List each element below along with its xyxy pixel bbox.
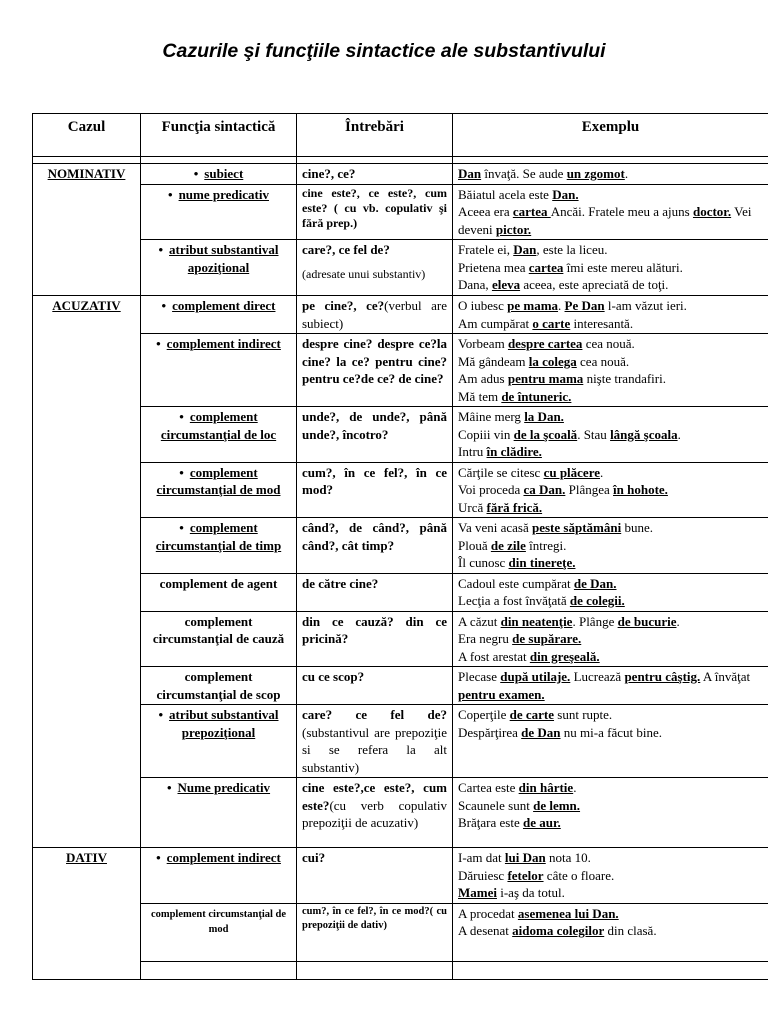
example-text: Despărţirea — [458, 724, 522, 740]
example-line — [458, 905, 763, 923]
example-highlight: Mamei — [458, 885, 497, 900]
table-row — [33, 334, 768, 407]
example-line — [458, 797, 763, 815]
question-text: cine este?, ce este?, cum este? ( cu vb. copulativ şi fără prep.) — [302, 185, 447, 230]
bullet-marker: • — [193, 166, 199, 181]
example-highlight: din neatenţie — [500, 613, 573, 629]
function-label: complement circumstanţial de mod — [156, 464, 281, 497]
example-line — [458, 353, 763, 371]
example-cell — [453, 184, 768, 240]
example-line — [458, 575, 763, 593]
header-case: Cazul — [33, 114, 141, 157]
function-cell — [141, 462, 297, 518]
example-line — [458, 648, 763, 666]
function-cell — [141, 164, 297, 185]
question-text: cum?, în ce fel?, în ce mod?( cu prepoziţii de dativ) — [302, 905, 447, 931]
spacer-row — [33, 157, 768, 164]
example-text: , este la liceu. — [536, 242, 608, 257]
question-text: când?, de când?, până când?, cât timp? — [302, 520, 447, 553]
example-line — [458, 241, 763, 259]
example-text: Plecase — [458, 669, 501, 684]
example-text: Brăţara este — [458, 815, 523, 830]
example-text: Dăruiesc — [458, 867, 508, 883]
example-text: Cadoul este cumpărat — [458, 575, 574, 591]
example-text: Fratele ei, — [458, 242, 514, 257]
example-line — [458, 426, 763, 444]
question-text: cine este?,ce este?, cum este? — [302, 780, 447, 813]
example-highlight: de lemn. — [533, 797, 581, 813]
example-text: . Plânge — [572, 613, 618, 629]
example-line — [458, 464, 763, 482]
example-line — [458, 537, 763, 555]
example-highlight: la colega — [528, 353, 577, 369]
example-highlight: pentru câştig. — [624, 669, 701, 684]
example-text: Voi proceda — [458, 482, 524, 497]
example-line — [458, 297, 763, 315]
table-row — [33, 296, 768, 334]
example-line — [458, 922, 763, 940]
questions-cell — [297, 611, 453, 667]
example-highlight: de la şcoală — [513, 426, 578, 442]
header-function: Funcţia sintactică — [141, 114, 297, 157]
example-highlight: fără frică. — [486, 499, 543, 515]
example-text: interesantă. — [570, 315, 634, 331]
example-text: Plângea — [565, 482, 614, 497]
example-line — [458, 335, 763, 353]
function-label: complement direct — [172, 298, 276, 313]
example-line — [458, 408, 763, 426]
function-cell — [141, 518, 297, 574]
example-highlight: în clădire. — [486, 444, 542, 459]
example-text: Copiii vin — [458, 426, 514, 442]
example-text: Scaunele sunt — [458, 797, 534, 813]
example-text: . — [600, 464, 604, 480]
question-text: cine?, ce? — [302, 166, 356, 181]
example-text: Cărţile se citesc — [458, 464, 544, 480]
case-nominativ: NOMINATIV — [33, 164, 141, 296]
questions-cell — [297, 462, 453, 518]
question-text: cui? — [302, 850, 326, 865]
question-note: (verbul are subiect) — [302, 298, 447, 331]
example-line — [458, 592, 763, 610]
function-cell — [141, 778, 297, 848]
function-label: complement circumstanţial de mod — [150, 908, 287, 935]
example-highlight: pentru examen. — [458, 686, 545, 702]
example-line — [458, 867, 763, 885]
example-highlight: Dan — [458, 166, 482, 181]
example-highlight: cartea — [512, 204, 551, 219]
example-text: Mă tem — [458, 388, 502, 404]
questions-cell — [297, 296, 453, 334]
function-label: nume predicativ — [178, 186, 269, 202]
example-highlight: o carte — [532, 315, 571, 331]
header-example: Exemplu — [453, 114, 768, 157]
table-row — [33, 573, 768, 611]
example-highlight: de Dan. — [573, 575, 617, 591]
example-text: cea nouă. — [582, 336, 635, 351]
table-row — [33, 184, 768, 240]
empty-cell — [453, 961, 768, 979]
page-title: Cazurile şi funcţiile sintactice ale substantivului — [162, 40, 606, 62]
example-text: întregi. — [525, 537, 567, 553]
example-text: A procedat — [458, 905, 518, 921]
example-highlight: din greşeală. — [529, 648, 600, 664]
table-row — [33, 240, 768, 296]
function-label: complement circumstanţial de scop — [156, 669, 281, 702]
example-text: Îl cunosc — [458, 555, 509, 570]
function-cell — [141, 611, 297, 667]
example-text: Coperţile — [458, 707, 510, 722]
example-line — [458, 315, 763, 333]
nominativ-case-spacer — [33, 157, 141, 164]
syntax-table — [32, 113, 768, 980]
example-cell — [453, 518, 768, 574]
function-label: complement indirect — [166, 336, 281, 351]
example-line — [458, 203, 763, 238]
example-text: cea nouă. — [576, 353, 630, 369]
example-highlight: de carte — [509, 707, 555, 722]
example-text: A învăţat — [700, 669, 751, 684]
example-line — [458, 849, 763, 867]
example-line — [458, 443, 763, 461]
example-highlight: în hohote. — [613, 482, 668, 497]
questions-cell — [297, 705, 453, 778]
example-highlight: peste săptămâni — [532, 520, 622, 535]
example-text: Băiatul acela este — [458, 186, 553, 202]
example-cell — [453, 848, 768, 904]
example-cell — [453, 611, 768, 667]
function-cell — [141, 240, 297, 296]
question-note: (cu verb copulativ prepoziţii de acuzativ) — [302, 797, 447, 830]
table-row-empty — [33, 961, 768, 979]
example-highlight: lângă şcoala — [610, 426, 678, 442]
example-line — [458, 814, 763, 832]
questions-cell — [297, 848, 453, 904]
example-text: Am cumpărat — [458, 315, 533, 331]
question-text: care? ce fel de? — [302, 707, 447, 722]
function-label: complement indirect — [166, 850, 281, 865]
example-text: O iubesc — [458, 298, 508, 313]
example-line — [458, 884, 763, 902]
table-header-row — [33, 114, 768, 157]
example-text: învaţă. Se aude — [481, 166, 567, 181]
example-text: Vei deveni — [458, 204, 752, 237]
example-highlight: de colegii. — [569, 593, 625, 608]
questions-cell — [297, 164, 453, 185]
example-highlight: de Dan — [521, 724, 561, 740]
example-highlight: pictor. — [495, 221, 532, 237]
example-text: . Stau — [577, 426, 611, 442]
function-cell — [141, 705, 297, 778]
example-text: Lucrează — [570, 669, 625, 684]
example-text: Plouă — [458, 537, 491, 553]
question-note: (adresate unui substantiv) — [302, 266, 426, 281]
bullet-marker: • — [168, 186, 173, 202]
example-text: nu mi-a făcut bine. — [560, 724, 662, 740]
function-label: complement circumstanţial de cauză — [152, 613, 285, 646]
example-text: Intru — [458, 444, 487, 459]
bullet-marker: • — [179, 520, 184, 535]
example-text: nişte trandafiri. — [583, 371, 666, 386]
function-label: atribut substantival apoziţional — [169, 242, 279, 275]
example-line — [458, 259, 763, 277]
bullet-marker: • — [179, 464, 184, 480]
bullet-marker: • — [156, 336, 161, 351]
function-cell — [141, 334, 297, 407]
example-highlight: de supărare. — [512, 631, 582, 646]
example-highlight: ca Dan. — [523, 482, 566, 497]
example-text: Vorbeam — [458, 336, 508, 351]
example-text: câte o floare. — [543, 867, 615, 883]
question-text: despre cine? despre ce?la cine? la ce? pentru cine? pentru ce?de ce? de cine? — [302, 336, 447, 386]
example-line — [458, 499, 763, 517]
function-label: complement circumstanţial de loc — [160, 409, 277, 442]
example-text: . — [677, 426, 681, 442]
bullet-marker: • — [161, 298, 167, 313]
example-highlight: Dan. — [552, 186, 579, 202]
function-cell — [141, 296, 297, 334]
example-text: I-am dat — [458, 850, 505, 865]
example-highlight: de întuneric. — [501, 388, 572, 404]
question-text: unde?, de unde?, până unde?, încotro? — [302, 409, 447, 442]
example-highlight: aidoma colegilor — [512, 923, 605, 938]
empty-cell — [297, 961, 453, 979]
example-text: aceea, este apreciată de toţi. — [520, 277, 669, 292]
example-highlight: după utilaje. — [500, 669, 571, 684]
question-text: de către cine? — [302, 575, 379, 591]
example-text: din clasă. — [604, 923, 657, 938]
example-line — [458, 554, 763, 572]
questions-cell — [297, 240, 453, 296]
example-text: . — [624, 166, 629, 181]
example-line — [458, 668, 763, 703]
example-text: Aceea era — [458, 204, 513, 219]
example-text: Am adus — [458, 371, 508, 386]
example-text: Prietena mea — [458, 259, 529, 275]
question-note: (substantivul are prepoziţie si se refera la alt substantiv) — [302, 724, 447, 775]
bullet-marker: • — [158, 242, 164, 257]
example-highlight: din hârtie — [518, 780, 574, 795]
example-cell — [453, 462, 768, 518]
example-text: Era negru — [458, 631, 513, 646]
example-text: Lecţia a fost învăţată — [458, 593, 570, 608]
example-line — [458, 165, 763, 183]
table-row — [33, 407, 768, 463]
question-text: care?, ce fel de? — [302, 242, 390, 257]
table-row — [33, 778, 768, 848]
function-label: complement circumstanţial de timp — [155, 520, 282, 553]
example-line — [458, 779, 763, 797]
function-cell — [141, 848, 297, 904]
questions-cell — [297, 184, 453, 240]
example-cell — [453, 667, 768, 705]
example-text: . — [573, 780, 577, 795]
table-row — [33, 611, 768, 667]
example-highlight: cartea — [528, 259, 564, 275]
case-dativ: DATIV — [33, 848, 141, 980]
example-line — [458, 706, 763, 724]
example-line — [458, 630, 763, 648]
function-label: complement de agent — [159, 575, 278, 591]
bullet-marker: • — [156, 850, 161, 865]
questions-cell — [297, 518, 453, 574]
bullet-marker: • — [158, 707, 164, 722]
example-highlight: de zile — [490, 537, 526, 553]
question-text: cum?, în ce fel?, în ce mod? — [302, 464, 447, 497]
table-row — [33, 705, 768, 778]
example-highlight: lui Dan — [504, 850, 546, 865]
spacer-cell — [453, 157, 768, 164]
example-cell — [453, 296, 768, 334]
table-row — [33, 518, 768, 574]
example-line — [458, 186, 763, 204]
example-line — [458, 519, 763, 537]
example-text: Va veni acasă — [458, 520, 532, 535]
example-text: nota 10. — [545, 850, 591, 865]
example-line — [458, 724, 763, 742]
function-cell — [141, 573, 297, 611]
questions-cell — [297, 903, 453, 961]
example-line — [458, 388, 763, 406]
example-cell — [453, 407, 768, 463]
example-text: îmi este mereu alături. — [563, 259, 683, 275]
example-text: A căzut — [458, 613, 501, 629]
example-highlight: despre cartea — [507, 336, 583, 351]
example-text: Urcă — [458, 499, 487, 515]
example-text: i-aş da totul. — [496, 885, 565, 900]
function-label: Nume predicativ — [177, 780, 271, 795]
example-cell — [453, 164, 768, 185]
function-cell — [141, 184, 297, 240]
example-cell — [453, 240, 768, 296]
example-line — [458, 613, 763, 631]
questions-cell — [297, 667, 453, 705]
example-highlight: doctor. — [692, 204, 732, 219]
questions-cell — [297, 573, 453, 611]
example-highlight: Dan — [513, 242, 537, 257]
example-text: Dana, — [458, 277, 492, 292]
example-highlight: pentru mama — [507, 371, 584, 386]
example-text: Mă gândeam — [458, 353, 529, 369]
example-cell — [453, 705, 768, 778]
example-highlight: fetelor — [507, 867, 544, 883]
example-highlight: un zgomot — [566, 166, 625, 181]
example-text: sunt rupte. — [554, 707, 613, 722]
example-highlight: Pe Dan — [564, 298, 605, 313]
question-text: pe cine?, ce? — [302, 298, 385, 313]
function-cell — [141, 407, 297, 463]
bullet-marker: • — [166, 780, 172, 795]
example-cell — [453, 573, 768, 611]
example-text: . — [558, 298, 565, 313]
example-text: A fost arestat — [458, 648, 530, 664]
example-text: Cartea este — [458, 780, 519, 795]
table-row — [33, 164, 768, 185]
example-highlight: din tinereţe. — [508, 555, 576, 570]
table-row — [33, 848, 768, 904]
example-highlight: de aur. — [522, 815, 561, 830]
example-cell — [453, 778, 768, 848]
bullet-marker: • — [179, 409, 184, 424]
example-text: Mâine merg — [458, 409, 525, 424]
example-highlight: la Dan. — [524, 409, 564, 424]
example-highlight: asemenea lui Dan. — [517, 905, 619, 921]
example-text: A desenat — [458, 923, 513, 938]
questions-cell — [297, 778, 453, 848]
example-text: l-am văzut ieri. — [604, 298, 687, 313]
header-questions: Întrebări — [297, 114, 453, 157]
example-text: bune. — [621, 520, 653, 535]
empty-cell — [141, 961, 297, 979]
spacer-cell — [297, 157, 453, 164]
questions-cell — [297, 407, 453, 463]
example-cell — [453, 903, 768, 961]
example-highlight: de bucurie — [617, 613, 677, 629]
example-line — [458, 481, 763, 499]
case-acuzativ: ACUZATIV — [33, 296, 141, 848]
example-text: Ancăi. Fratele meu a ajuns — [550, 204, 693, 219]
example-line — [458, 276, 763, 294]
table-row — [33, 462, 768, 518]
question-text: din ce cauză? din ce pricină? — [302, 613, 447, 646]
example-highlight: cu plăcere — [543, 464, 600, 480]
function-cell — [141, 667, 297, 705]
example-text: . — [676, 613, 680, 629]
example-highlight: eleva — [491, 277, 521, 292]
question-text: cu ce scop? — [302, 669, 365, 684]
function-cell — [141, 903, 297, 961]
table-row — [33, 903, 768, 961]
table-row — [33, 667, 768, 705]
example-highlight: pe mama — [507, 298, 559, 313]
spacer-cell — [141, 157, 297, 164]
example-line — [458, 370, 763, 388]
function-label: subiect — [204, 166, 244, 181]
example-cell — [453, 334, 768, 407]
function-label: atribut substantival prepoziţional — [169, 707, 279, 740]
questions-cell — [297, 334, 453, 407]
